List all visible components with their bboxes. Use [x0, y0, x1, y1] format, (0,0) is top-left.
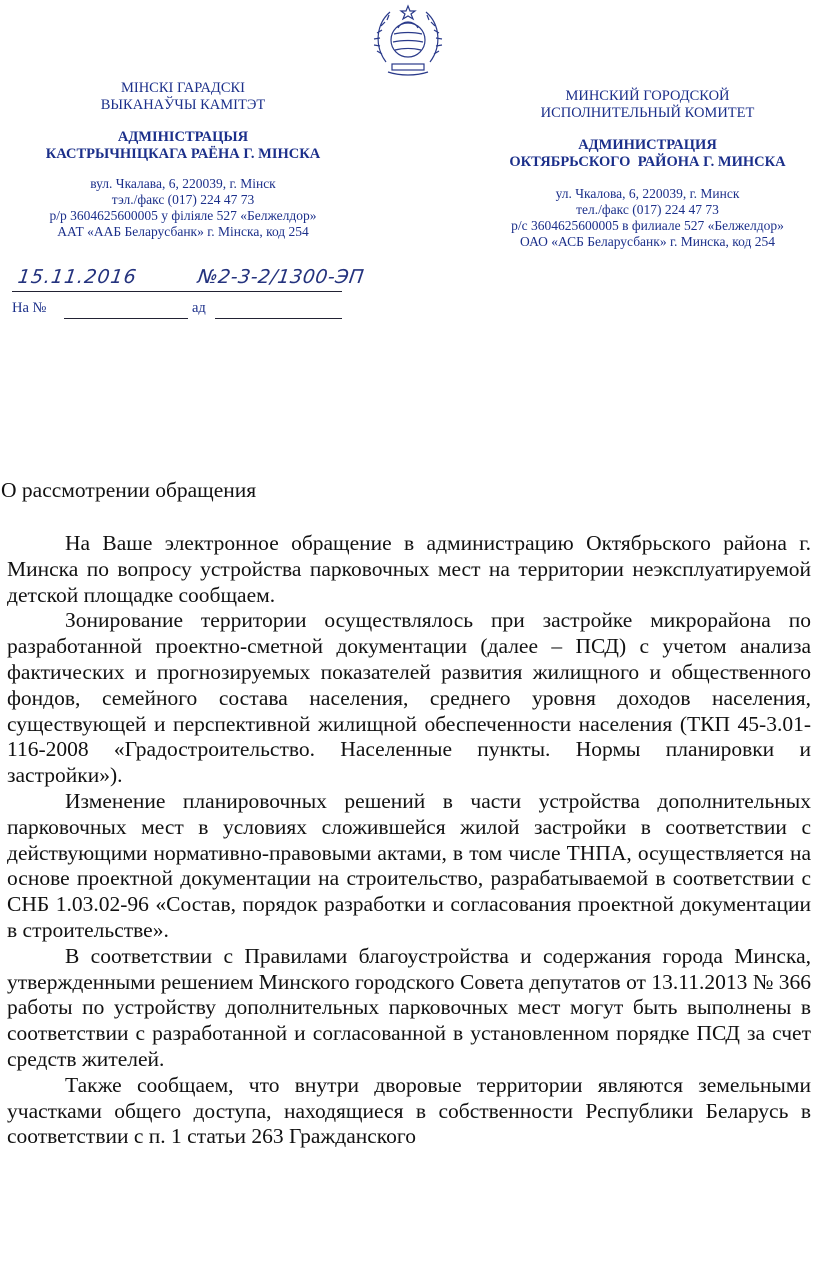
- address-line: ул. Чкалова, 6, 220039, г. Минск: [555, 186, 740, 201]
- body-paragraph: В соответствии с Правилами благоустройства и содержания города Минска, утвержденными решением Минского городского Совета депутатов от 13.11.2013 № 366 работы по устройству дополнительных парковочных мест могут быть выполнены в соответствии с разработанной и согласованной в установленном порядке ПСД за счет средств жителей.: [7, 943, 811, 1071]
- header-belarusian: [8, 80, 358, 240]
- address-line: вул. Чкалава, 6, 220039, г. Мінск: [90, 176, 276, 191]
- registration-date: 15.11.2016: [16, 266, 139, 288]
- body-paragraph: Зонирование территории осуществлялось при застройке микрорайона по разработанной проектно-сметной документации (далее – ПСД) с учетом анализа фактических и прогнозируемых показателей развития жилищного и общественного фондов, семейного состава населения, среднего уровня доходов населения, существующей и перспективной жилищной обеспеченности населения (ТКП 45-3.01-116-2008 «Градостроительство. Населенные пункты. Нормы планировки и застройки»).: [7, 608, 811, 788]
- account-line: р/р 3604625600005 у філіяле 527 «Белжелдор»: [49, 208, 317, 223]
- org-line: МИНСКИЙ ГОРОДСКОЙ: [565, 88, 730, 104]
- body-paragraph: Изменение планировочных решений в части устройства дополнительных парковочных мест в условиях сложившейся жилой застройки в соответствии с действующими нормативно-правовыми актами, в том числе ТНПА, осуществляется на основе проектной документации на строительство, разрабатываемой в соответствии с СНБ 1.03.02-96 «Состав, порядок разработки и согласования проектной документации в строительстве».: [7, 788, 811, 942]
- reference-number-label: На №: [12, 300, 47, 316]
- bank-line: ОАО «АСБ Беларусбанк» г. Минска, код 254: [520, 234, 775, 249]
- registration-number: №2-3-2/1300-ЭП: [196, 266, 366, 288]
- org-line: МІНСКІ ГАРАДСКІ: [120, 80, 245, 96]
- phone-line: тэл./факс (017) 224 47 73: [111, 192, 255, 207]
- bank-line: ААТ «ААБ Беларусбанк» г. Мінска, код 254: [57, 224, 309, 239]
- admin-line: КАСТРЫЧНІЦКАГА РАЁНА Г. МІНСКА: [45, 145, 321, 162]
- reference-number-blank: [64, 318, 188, 319]
- body-paragraph: На Ваше электронное обращение в администрацию Октябрьского района г. Минска по вопросу устройства парковочных мест на территории неэксплуатируемой детской площадке сообщаем.: [7, 531, 811, 607]
- letter-body: [7, 531, 811, 1150]
- reference-date-blank: [215, 318, 342, 319]
- org-line: ВЫКАНАЎЧЫ КАМІТЭТ: [100, 96, 266, 113]
- subject-line: О рассмотрении обращения: [1, 478, 257, 502]
- account-line: р/с 3604625600005 в филиале 527 «Белжелдор»: [511, 218, 784, 233]
- admin-line: АДМИНИСТРАЦИЯ: [578, 137, 717, 153]
- header-russian: [470, 88, 823, 250]
- body-paragraph: Также сообщаем, что внутри дворовые территории являются земельными участками общего доступа, находящиеся в собственности Республики Беларусь в соответствии с п. 1 статьи 263 Гражданского: [7, 1072, 811, 1149]
- admin-line: АДМІНІСТРАЦЫЯ: [117, 129, 249, 145]
- org-line: ИСПОЛНИТЕЛЬНЫЙ КОМИТЕТ: [540, 104, 755, 121]
- reference-from-label: ад: [192, 300, 206, 316]
- registration-underline: [12, 291, 342, 292]
- phone-line: тел./факс (017) 224 47 73: [576, 202, 719, 217]
- state-emblem: [372, 2, 444, 78]
- admin-line: ОКТЯБРЬСКОГО РАЙОНА Г. МИНСКА: [509, 153, 786, 170]
